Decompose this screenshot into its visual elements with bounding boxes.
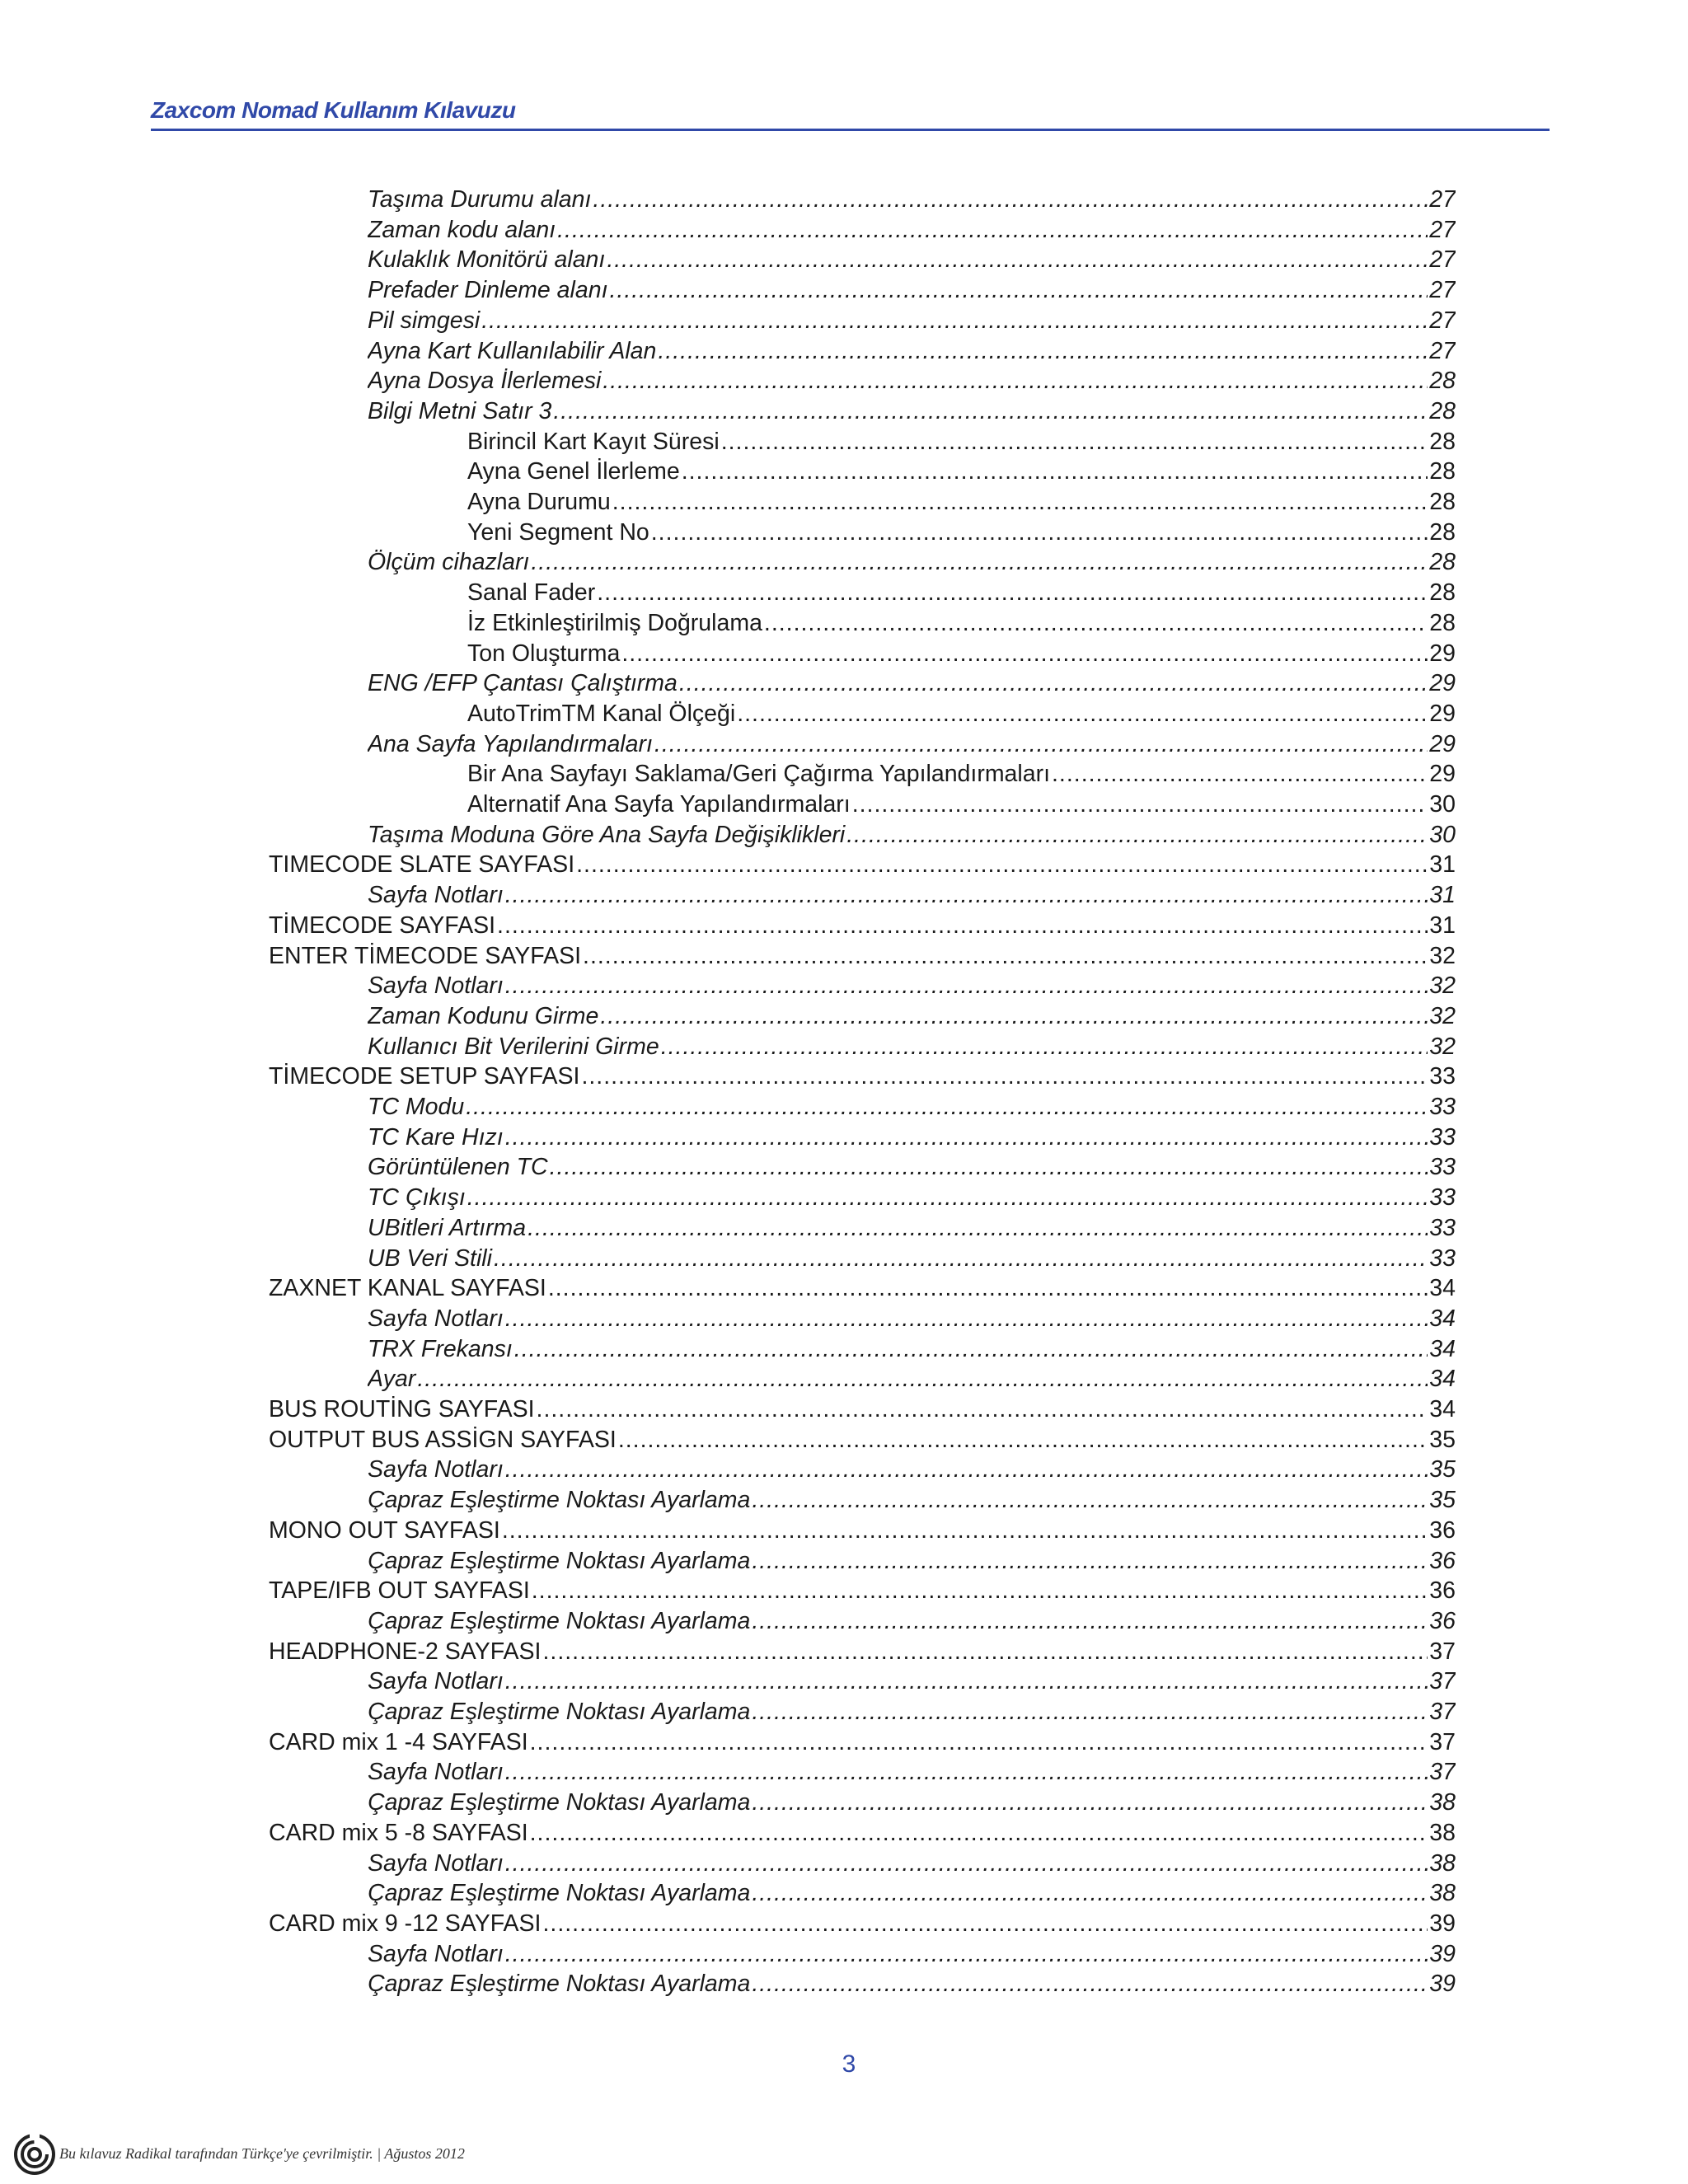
- toc-page-number: 33: [1429, 1214, 1456, 1241]
- toc-dot-leader: [530, 1728, 1428, 1756]
- toc-page-number: 27: [1429, 246, 1456, 274]
- toc-entry-title: TIMECODE SLATE SAYFASI: [269, 851, 575, 879]
- toc-page-number: 32: [1429, 1002, 1456, 1029]
- document-header-title: Zaxcom Nomad Kullanım Kılavuzu: [151, 97, 516, 123]
- toc-entry[interactable]: [467, 579, 1456, 607]
- toc-dot-leader: [682, 457, 1428, 485]
- toc-page-number: 27: [1429, 337, 1456, 364]
- toc-dot-leader: [532, 1577, 1428, 1605]
- toc-page-number: 31: [1429, 851, 1456, 879]
- toc-chapter-entry[interactable]: [269, 1395, 1456, 1423]
- toc-entry-title: Sayfa Notları: [368, 1305, 504, 1332]
- toc-entry[interactable]: [368, 972, 1456, 1000]
- toc-entry[interactable]: [368, 1879, 1456, 1907]
- toc-entry-title: Çapraz Eşleştirme Noktası Ayarlama: [368, 1971, 751, 1998]
- toc-entry-title: Zaman Kodunu Girme: [368, 1002, 599, 1029]
- toc-dot-leader: [514, 1335, 1428, 1363]
- toc-dot-leader: [505, 1305, 1428, 1333]
- toc-entry-title: CARD mix 5 -8 SAYFASI: [269, 1819, 528, 1846]
- toc-entry[interactable]: [368, 669, 1456, 697]
- toc-entry-title: AutoTrimTM Kanal Ölçeği: [467, 700, 736, 727]
- toc-page-number: 28: [1429, 549, 1456, 576]
- toc-dot-leader: [542, 1638, 1428, 1666]
- toc-dot-leader: [583, 942, 1428, 970]
- toc-page-number: 27: [1429, 186, 1456, 213]
- toc-page-number: 31: [1429, 882, 1456, 909]
- toc-dot-leader: [481, 307, 1428, 335]
- toc-page-number: 28: [1429, 609, 1456, 636]
- toc-entry-title: MONO OUT SAYFASI: [269, 1516, 500, 1544]
- toc-page-number: 28: [1429, 518, 1456, 546]
- toc-entry-title: Sanal Fader: [467, 579, 596, 607]
- toc-entry-title: TC Çıkışı: [368, 1184, 466, 1212]
- toc-entry-title: Bir Ana Sayfayı Saklama/Geri Çağırma Yapılandırmaları: [467, 761, 1051, 788]
- toc-entry-title: Ayna Durumu: [467, 489, 611, 515]
- toc-entry-title: Ton Oluşturma: [467, 640, 621, 667]
- toc-page-number: 38: [1429, 1849, 1456, 1877]
- toc-chapter-entry[interactable]: [269, 1638, 1456, 1666]
- toc-entry[interactable]: [368, 1153, 1456, 1181]
- toc-page-number: 36: [1429, 1577, 1456, 1605]
- toc-page-number: 37: [1429, 1699, 1456, 1725]
- toc-dot-leader: [846, 821, 1428, 849]
- toc-page-number: 27: [1429, 307, 1456, 334]
- header-divider: [151, 129, 1550, 131]
- toc-entry-title: Prefader Dinleme alanı: [368, 277, 608, 304]
- toc-dot-leader: [651, 518, 1428, 546]
- toc-entry[interactable]: [467, 760, 1456, 788]
- toc-dot-leader: [752, 1607, 1428, 1635]
- toc-page-number: 29: [1429, 640, 1456, 667]
- toc-entry[interactable]: [368, 548, 1456, 576]
- toc-dot-leader: [466, 1093, 1428, 1121]
- toc-page-number: 38: [1429, 1789, 1456, 1816]
- toc-page-number: 33: [1429, 1123, 1456, 1151]
- toc-entry[interactable]: [368, 1849, 1456, 1877]
- toc-dot-leader: [497, 912, 1428, 940]
- toc-page-number: 39: [1429, 1971, 1456, 1998]
- toc-dot-leader: [618, 1426, 1428, 1454]
- toc-page-number: 31: [1429, 912, 1456, 939]
- toc-entry-title: Ayna Kart Kullanılabilir Alan: [368, 337, 657, 364]
- toc-dot-leader: [530, 1819, 1428, 1847]
- toc-entry[interactable]: [368, 397, 1456, 425]
- toc-entry-title: ENTER TİMECODE SAYFASI: [269, 942, 582, 969]
- toc-chapter-entry[interactable]: [269, 1577, 1456, 1605]
- toc-chapter-entry[interactable]: [269, 1426, 1456, 1454]
- toc-page-number: 37: [1429, 1638, 1456, 1665]
- toc-page-number: 34: [1429, 1275, 1456, 1302]
- toc-page-number: 37: [1429, 1759, 1456, 1786]
- toc-entry-title: TC Modu: [368, 1094, 465, 1120]
- toc-entry[interactable]: [368, 1667, 1456, 1695]
- toc-entry[interactable]: [368, 216, 1456, 244]
- toc-dot-leader: [531, 548, 1428, 576]
- toc-entry[interactable]: [368, 1607, 1456, 1635]
- toc-entry-title: TAPE/IFB OUT SAYFASI: [269, 1577, 530, 1605]
- toc-entry-title: TC Kare Hızı: [368, 1123, 504, 1151]
- toc-page-number: 28: [1429, 368, 1456, 395]
- toc-entry-title: Sayfa Notları: [368, 1759, 504, 1786]
- toc-entry-title: Çapraz Eşleştirme Noktası Ayarlama: [368, 1789, 751, 1816]
- toc-page-number: 28: [1429, 489, 1456, 515]
- toc-dot-leader: [607, 246, 1428, 274]
- toc-dot-leader: [752, 1486, 1428, 1514]
- toc-dot-leader: [593, 185, 1428, 213]
- toc-entry-title: Çapraz Eşleştirme Noktası Ayarlama: [368, 1547, 751, 1574]
- toc-entry-title: Pil simgesi: [368, 307, 481, 334]
- toc-page-number: 30: [1429, 791, 1456, 818]
- toc-dot-leader: [537, 1395, 1428, 1423]
- toc-dot-leader: [542, 1910, 1428, 1938]
- toc-entry-title: TİMECODE SETUP SAYFASI: [269, 1063, 580, 1090]
- toc-page-number: 29: [1429, 761, 1456, 788]
- toc-entry[interactable]: [368, 1093, 1456, 1121]
- toc-entry-title: Kullanıcı Bit Verilerini Girme: [368, 1033, 659, 1060]
- toc-dot-leader: [467, 1183, 1428, 1212]
- toc-entry-title: TRX Frekansı: [368, 1335, 513, 1362]
- toc-entry-title: Ölçüm cihazları: [368, 549, 530, 576]
- toc-dot-leader: [502, 1516, 1428, 1544]
- toc-dot-leader: [658, 337, 1428, 365]
- toc-chapter-entry[interactable]: [269, 1910, 1456, 1938]
- toc-page-number: 35: [1429, 1487, 1456, 1514]
- toc-dot-leader: [752, 1879, 1428, 1907]
- toc-page-number: 33: [1429, 1063, 1456, 1090]
- toc-page-number: 32: [1429, 972, 1456, 1000]
- toc-entry[interactable]: [368, 1758, 1456, 1786]
- toc-entry[interactable]: [368, 730, 1456, 758]
- toc-page-number: 28: [1429, 428, 1456, 455]
- toc-page-number: 30: [1429, 821, 1456, 848]
- toc-entry[interactable]: [368, 337, 1456, 365]
- toc-dot-leader: [505, 1123, 1428, 1151]
- toc-entry-title: Taşıma Moduna Göre Ana Sayfa Değişiklikleri: [368, 821, 846, 848]
- toc-entry[interactable]: [368, 1547, 1456, 1575]
- toc-page-number: 33: [1429, 1094, 1456, 1120]
- toc-page-number: 34: [1429, 1396, 1456, 1422]
- toc-entry-title: Çapraz Eşleştirme Noktası Ayarlama: [368, 1607, 751, 1634]
- toc-entry-title: Çapraz Eşleştirme Noktası Ayarlama: [368, 1880, 751, 1907]
- toc-dot-leader: [553, 397, 1428, 425]
- toc-dot-leader: [610, 276, 1428, 304]
- toc-dot-leader: [505, 1849, 1428, 1877]
- toc-entry-title: Sayfa Notları: [368, 1940, 504, 1967]
- radikal-spiral-logo-icon: [13, 2133, 56, 2176]
- toc-entry[interactable]: [368, 1183, 1456, 1212]
- toc-page-number: 34: [1429, 1335, 1456, 1362]
- toc-chapter-entry[interactable]: [269, 1819, 1456, 1847]
- toc-page-number: 28: [1429, 397, 1456, 424]
- toc-entry-title: BUS ROUTİNG SAYFASI: [269, 1396, 535, 1422]
- toc-dot-leader: [752, 1970, 1428, 1998]
- toc-page-number: 34: [1429, 1305, 1456, 1332]
- toc-entry-title: Zaman kodu alanı: [368, 216, 556, 243]
- toc-entry-title: Görüntülenen TC: [368, 1154, 548, 1181]
- toc-dot-leader: [505, 881, 1428, 909]
- toc-dot-leader: [505, 972, 1428, 1000]
- toc-page-number: 32: [1429, 1033, 1456, 1060]
- toc-entry[interactable]: [368, 1244, 1456, 1272]
- toc-entry[interactable]: [368, 276, 1456, 304]
- toc-entry-title: Kulaklık Monitörü alanı: [368, 246, 606, 274]
- toc-entry-title: Alternatif Ana Sayfa Yapılandırmaları: [467, 791, 851, 818]
- toc-entry[interactable]: [368, 881, 1456, 909]
- toc-page-number: 39: [1429, 1910, 1456, 1937]
- toc-entry-title: Sayfa Notları: [368, 1456, 504, 1483]
- toc-entry-title: OUTPUT BUS ASSİGN SAYFASI: [269, 1426, 617, 1453]
- toc-entry[interactable]: [368, 1002, 1456, 1030]
- toc-dot-leader: [752, 1547, 1428, 1575]
- toc-page-number: 39: [1429, 1940, 1456, 1967]
- toc-entry-title: İz Etkinleştirilmiş Doğrulama: [467, 609, 762, 636]
- toc-entry-title: Bilgi Metni Satır 3: [368, 397, 552, 424]
- toc-page-number: 29: [1429, 670, 1456, 697]
- toc-dot-leader: [528, 1214, 1428, 1242]
- toc-page-number: 33: [1429, 1154, 1456, 1181]
- toc-entry-title: Sayfa Notları: [368, 882, 504, 909]
- toc-entry[interactable]: [467, 700, 1456, 728]
- toc-dot-leader: [557, 216, 1428, 244]
- toc-entry-title: TİMECODE SAYFASI: [269, 912, 496, 939]
- toc-entry[interactable]: [467, 457, 1456, 485]
- toc-entry[interactable]: [368, 1335, 1456, 1363]
- toc-dot-leader: [721, 428, 1428, 456]
- toc-entry[interactable]: [368, 1365, 1456, 1393]
- toc-entry[interactable]: [368, 367, 1456, 395]
- toc-entry[interactable]: [467, 790, 1456, 818]
- toc-page-number: 34: [1429, 1366, 1456, 1393]
- toc-entry-title: Sayfa Notları: [368, 972, 504, 1000]
- page-number: 3: [842, 2050, 856, 2078]
- toc-dot-leader: [505, 1758, 1428, 1786]
- toc-entry[interactable]: [368, 1486, 1456, 1514]
- toc-dot-leader: [548, 1274, 1428, 1302]
- toc-dot-leader: [654, 730, 1428, 758]
- toc-page-number: 27: [1429, 277, 1456, 304]
- toc-entry[interactable]: [368, 1305, 1456, 1333]
- toc-page-number: 35: [1429, 1456, 1456, 1483]
- toc-page-number: 37: [1429, 1668, 1456, 1695]
- toc-page-number: 27: [1429, 216, 1456, 243]
- toc-entry[interactable]: [368, 1788, 1456, 1816]
- toc-entry[interactable]: [368, 246, 1456, 274]
- toc-dot-leader: [764, 609, 1428, 637]
- toc-chapter-entry[interactable]: [269, 912, 1456, 940]
- toc-dot-leader: [752, 1698, 1428, 1726]
- toc-chapter-entry[interactable]: [269, 942, 1456, 970]
- toc-dot-leader: [661, 1033, 1428, 1061]
- toc-page-number: 32: [1429, 942, 1456, 969]
- toc-entry[interactable]: [467, 488, 1456, 516]
- toc-dot-leader: [417, 1365, 1428, 1393]
- toc-entry[interactable]: [368, 185, 1456, 213]
- toc-dot-leader: [1052, 760, 1428, 788]
- toc-entry-title: HEADPHONE-2 SAYFASI: [269, 1638, 542, 1665]
- toc-entry-title: Ayna Genel İlerleme: [467, 458, 680, 485]
- toc-dot-leader: [581, 1062, 1428, 1090]
- toc-entry[interactable]: [368, 1033, 1456, 1061]
- toc-dot-leader: [679, 669, 1428, 697]
- toc-entry-title: Ana Sayfa Yapılandırmaları: [368, 730, 653, 757]
- toc-entry[interactable]: [467, 518, 1456, 546]
- toc-page-number: 33: [1429, 1184, 1456, 1212]
- toc-entry[interactable]: [467, 428, 1456, 456]
- toc-entry-title: Sayfa Notları: [368, 1849, 504, 1877]
- toc-entry[interactable]: [368, 1455, 1456, 1483]
- toc-entry[interactable]: [368, 821, 1456, 849]
- toc-entry[interactable]: [368, 1970, 1456, 1998]
- toc-page-number: 38: [1429, 1880, 1456, 1907]
- toc-page-number: 36: [1429, 1547, 1456, 1574]
- toc-entry-title: CARD mix 9 -12 SAYFASI: [269, 1910, 542, 1937]
- toc-page-number: 28: [1429, 458, 1456, 485]
- toc-entry-title: Ayna Dosya İlerlemesi: [368, 368, 602, 395]
- toc-chapter-entry[interactable]: [269, 1728, 1456, 1756]
- toc-entry-title: UB Veri Stili: [368, 1244, 492, 1272]
- toc-dot-leader: [603, 367, 1428, 395]
- toc-entry-title: ZAXNET KANAL SAYFASI: [269, 1275, 546, 1302]
- toc-entry[interactable]: [368, 1214, 1456, 1242]
- toc-dot-leader: [752, 1788, 1428, 1816]
- toc-entry-title: Sayfa Notları: [368, 1668, 504, 1695]
- toc-dot-leader: [600, 1002, 1428, 1030]
- toc-dot-leader: [621, 640, 1428, 668]
- toc-page-number: 38: [1429, 1819, 1456, 1846]
- toc-entry-title: Birincil Kart Kayıt Süresi: [467, 428, 720, 455]
- toc-entry-title: ENG /EFP Çantası Çalıştırma: [368, 670, 678, 697]
- footer-credit: Bu kılavuz Radikal tarafından Türkçe'ye çevrilmiştir. | Ağustos 2012: [59, 2145, 465, 2162]
- toc-entry-title: CARD mix 1 -4 SAYFASI: [269, 1728, 528, 1755]
- toc-entry[interactable]: [368, 1698, 1456, 1726]
- toc-dot-leader: [550, 1153, 1428, 1181]
- toc-entry-title: Ayar: [368, 1366, 416, 1393]
- toc-chapter-entry[interactable]: [269, 851, 1456, 879]
- toc-dot-leader: [597, 579, 1428, 607]
- toc-entry-title: Çapraz Eşleştirme Noktası Ayarlama: [368, 1699, 751, 1725]
- toc-entry[interactable]: [368, 307, 1456, 335]
- toc-entry-title: Çapraz Eşleştirme Noktası Ayarlama: [368, 1487, 751, 1514]
- toc-dot-leader: [612, 488, 1428, 516]
- toc-entry[interactable]: [467, 609, 1456, 637]
- toc-dot-leader: [494, 1244, 1428, 1272]
- toc-page-number: 36: [1429, 1607, 1456, 1634]
- toc-entry-title: Taşıma Durumu alanı: [368, 186, 592, 213]
- toc-page-number: 29: [1429, 730, 1456, 757]
- toc-dot-leader: [505, 1667, 1428, 1695]
- toc-chapter-entry[interactable]: [269, 1274, 1456, 1302]
- toc-dot-leader: [505, 1940, 1428, 1968]
- toc-dot-leader: [737, 700, 1428, 728]
- toc-entry-title: UBitleri Artırma: [368, 1214, 527, 1241]
- toc-dot-leader: [852, 790, 1428, 818]
- toc-page-number: 35: [1429, 1426, 1456, 1453]
- toc-page-number: 36: [1429, 1516, 1456, 1544]
- toc-page-number: 29: [1429, 700, 1456, 727]
- toc-entry-title: Yeni Segment No: [467, 518, 649, 546]
- toc-chapter-entry[interactable]: [269, 1516, 1456, 1544]
- toc-dot-leader: [576, 851, 1428, 879]
- toc-page-number: 33: [1429, 1244, 1456, 1272]
- toc-entry[interactable]: [467, 640, 1456, 668]
- toc-page-number: 28: [1429, 579, 1456, 607]
- toc-entry[interactable]: [368, 1123, 1456, 1151]
- toc-chapter-entry[interactable]: [269, 1062, 1456, 1090]
- toc-dot-leader: [505, 1455, 1428, 1483]
- toc-entry[interactable]: [368, 1940, 1456, 1968]
- toc-page-number: 37: [1429, 1728, 1456, 1755]
